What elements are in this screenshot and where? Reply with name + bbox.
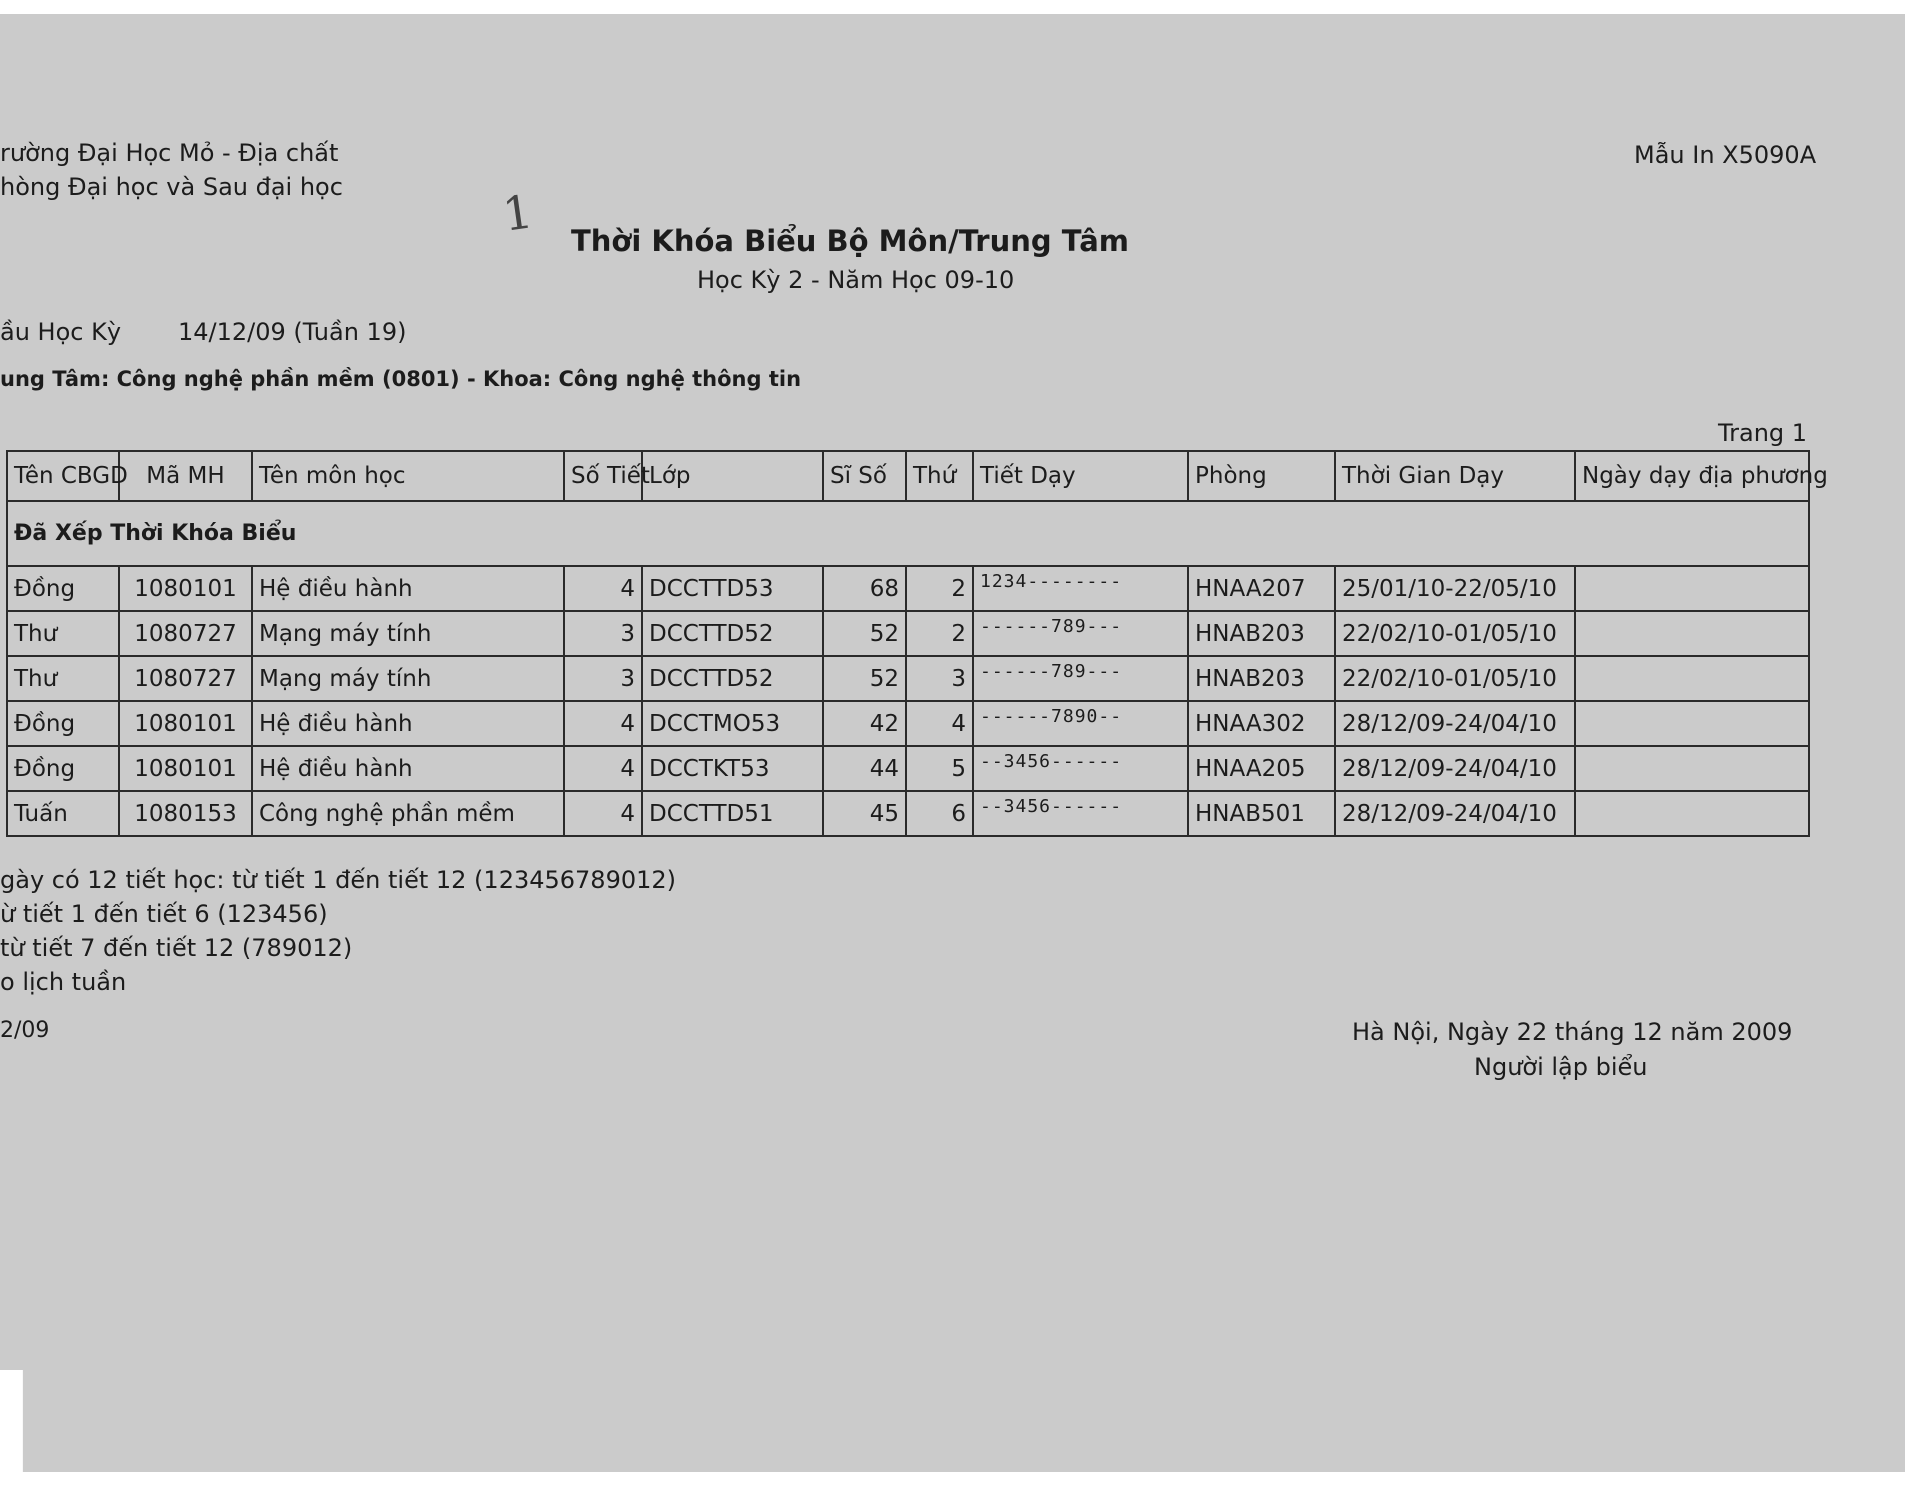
cell-course: Công nghệ phần mềm xyxy=(252,791,564,836)
table-row xyxy=(7,566,1809,611)
table-header-row xyxy=(7,451,1809,501)
section-row xyxy=(7,501,1809,566)
cell-class: DCCTMO53 xyxy=(642,701,823,746)
cell-code: 1080101 xyxy=(119,701,252,746)
col-header-dates: Thời Gian Dạy xyxy=(1335,451,1575,501)
cell-class: DCCTKT53 xyxy=(642,746,823,791)
cell-course: Mạng máy tính xyxy=(252,611,564,656)
cell-course: Hệ điều hành xyxy=(252,701,564,746)
table-row xyxy=(7,701,1809,746)
cell-size: 45 xyxy=(823,791,906,836)
signer-title: Người lập biểu xyxy=(1474,1053,1648,1081)
cell-teacher: Đồng xyxy=(7,701,119,746)
note-line-2: ừ tiết 1 đến tiết 6 (123456) xyxy=(0,900,328,928)
school-name: rường Đại Học Mỏ - Địa chất xyxy=(0,139,339,167)
cell-local-date xyxy=(1575,566,1809,611)
cell-teacher: Đồng xyxy=(7,566,119,611)
cell-dates: 28/12/09-24/04/10 xyxy=(1335,746,1575,791)
handwritten-mark: 1 xyxy=(499,184,536,242)
cell-code: 1080727 xyxy=(119,656,252,701)
page-title: Thời Khóa Biểu Bộ Môn/Trung Tâm xyxy=(571,224,1129,258)
col-header-size: Sĩ Số xyxy=(823,451,906,501)
schedule-table xyxy=(6,450,1828,837)
cell-day: 4 xyxy=(906,701,973,746)
cell-teacher: Tuấn xyxy=(7,791,119,836)
cell-periods: 3 xyxy=(564,611,642,656)
form-code: Mẫu In X5090A xyxy=(1634,141,1817,169)
cell-local-date xyxy=(1575,791,1809,836)
cell-teacher: Thư xyxy=(7,611,119,656)
col-header-teacher: Tên CBGD xyxy=(7,451,119,501)
cell-day: 2 xyxy=(906,566,973,611)
cell-dates: 28/12/09-24/04/10 xyxy=(1335,701,1575,746)
cell-room: HNAB501 xyxy=(1188,791,1335,836)
semester-start-label: ầu Học Kỳ xyxy=(0,318,122,346)
cell-slots: 1234-------- xyxy=(973,566,1188,611)
note-line-1: gày có 12 tiết học: từ tiết 1 đến tiết 12 (123456789012) xyxy=(0,866,677,894)
cell-size: 68 xyxy=(823,566,906,611)
cell-course: Hệ điều hành xyxy=(252,746,564,791)
cell-size: 52 xyxy=(823,656,906,701)
section-title: Đã Xếp Thời Khóa Biểu xyxy=(7,501,1809,566)
cell-periods: 4 xyxy=(564,791,642,836)
cell-day: 3 xyxy=(906,656,973,701)
cell-class: DCCTTD51 xyxy=(642,791,823,836)
col-header-periods: Số Tiết xyxy=(564,451,642,501)
cell-size: 44 xyxy=(823,746,906,791)
cell-code: 1080101 xyxy=(119,746,252,791)
cell-dates: 25/01/10-22/05/10 xyxy=(1335,566,1575,611)
department-name: hòng Đại học và Sau đại học xyxy=(0,173,343,201)
col-header-day: Thứ xyxy=(906,451,973,501)
cell-class: DCCTTD52 xyxy=(642,611,823,656)
cell-class: DCCTTD53 xyxy=(642,566,823,611)
cell-size: 42 xyxy=(823,701,906,746)
cell-room: HNAA205 xyxy=(1188,746,1335,791)
cell-periods: 4 xyxy=(564,566,642,611)
cell-local-date xyxy=(1575,701,1809,746)
page-subtitle: Học Kỳ 2 - Năm Học 09-10 xyxy=(697,266,1015,294)
cell-periods: 4 xyxy=(564,746,642,791)
cell-slots: --3456------ xyxy=(973,746,1188,791)
cell-slots: --3456------ xyxy=(973,791,1188,836)
cell-size: 52 xyxy=(823,611,906,656)
cell-local-date xyxy=(1575,746,1809,791)
cell-periods: 3 xyxy=(564,656,642,701)
cell-dates: 22/02/10-01/05/10 xyxy=(1335,656,1575,701)
cell-teacher: Đồng xyxy=(7,746,119,791)
cell-slots: ------789--- xyxy=(973,656,1188,701)
col-header-class: Lớp xyxy=(642,451,823,501)
cell-room: HNAB203 xyxy=(1188,611,1335,656)
cell-day: 5 xyxy=(906,746,973,791)
cell-code: 1080727 xyxy=(119,611,252,656)
cell-day: 6 xyxy=(906,791,973,836)
cell-room: HNAA302 xyxy=(1188,701,1335,746)
cell-local-date xyxy=(1575,611,1809,656)
cell-periods: 4 xyxy=(564,701,642,746)
cell-slots: ------7890-- xyxy=(973,701,1188,746)
place-date: Hà Nội, Ngày 22 tháng 12 năm 2009 xyxy=(1352,1018,1793,1046)
table-row xyxy=(7,656,1809,701)
cell-day: 2 xyxy=(906,611,973,656)
cell-teacher: Thư xyxy=(7,656,119,701)
cell-local-date xyxy=(1575,656,1809,701)
cell-dates: 22/02/10-01/05/10 xyxy=(1335,611,1575,656)
cell-code: 1080153 xyxy=(119,791,252,836)
cell-code: 1080101 xyxy=(119,566,252,611)
cell-slots: ------789--- xyxy=(973,611,1188,656)
cell-room: HNAA207 xyxy=(1188,566,1335,611)
table-row xyxy=(7,746,1809,791)
table-row xyxy=(7,611,1809,656)
note-line-4: o lịch tuần xyxy=(0,968,127,996)
cell-dates: 28/12/09-24/04/10 xyxy=(1335,791,1575,836)
center-line: ung Tâm: Công nghệ phần mềm (0801) - Khoa: Công nghệ thông tin xyxy=(0,367,802,391)
semester-start-value: 14/12/09 (Tuần 19) xyxy=(178,318,407,346)
col-header-code: Mã MH xyxy=(119,451,252,501)
print-date-fragment: 2/09 xyxy=(0,1018,50,1043)
cell-course: Hệ điều hành xyxy=(252,566,564,611)
note-line-3: từ tiết 7 đến tiết 12 (789012) xyxy=(0,934,353,962)
col-header-room: Phòng xyxy=(1188,451,1335,501)
cell-room: HNAB203 xyxy=(1188,656,1335,701)
cell-class: DCCTTD52 xyxy=(642,656,823,701)
page-number: Trang 1 xyxy=(1718,419,1808,447)
col-header-slots: Tiết Dạy xyxy=(973,451,1188,501)
col-header-local-date: Ngày dạy địa phương xyxy=(1575,451,1809,501)
table-row xyxy=(7,791,1809,836)
cell-course: Mạng máy tính xyxy=(252,656,564,701)
col-header-course: Tên môn học xyxy=(252,451,564,501)
